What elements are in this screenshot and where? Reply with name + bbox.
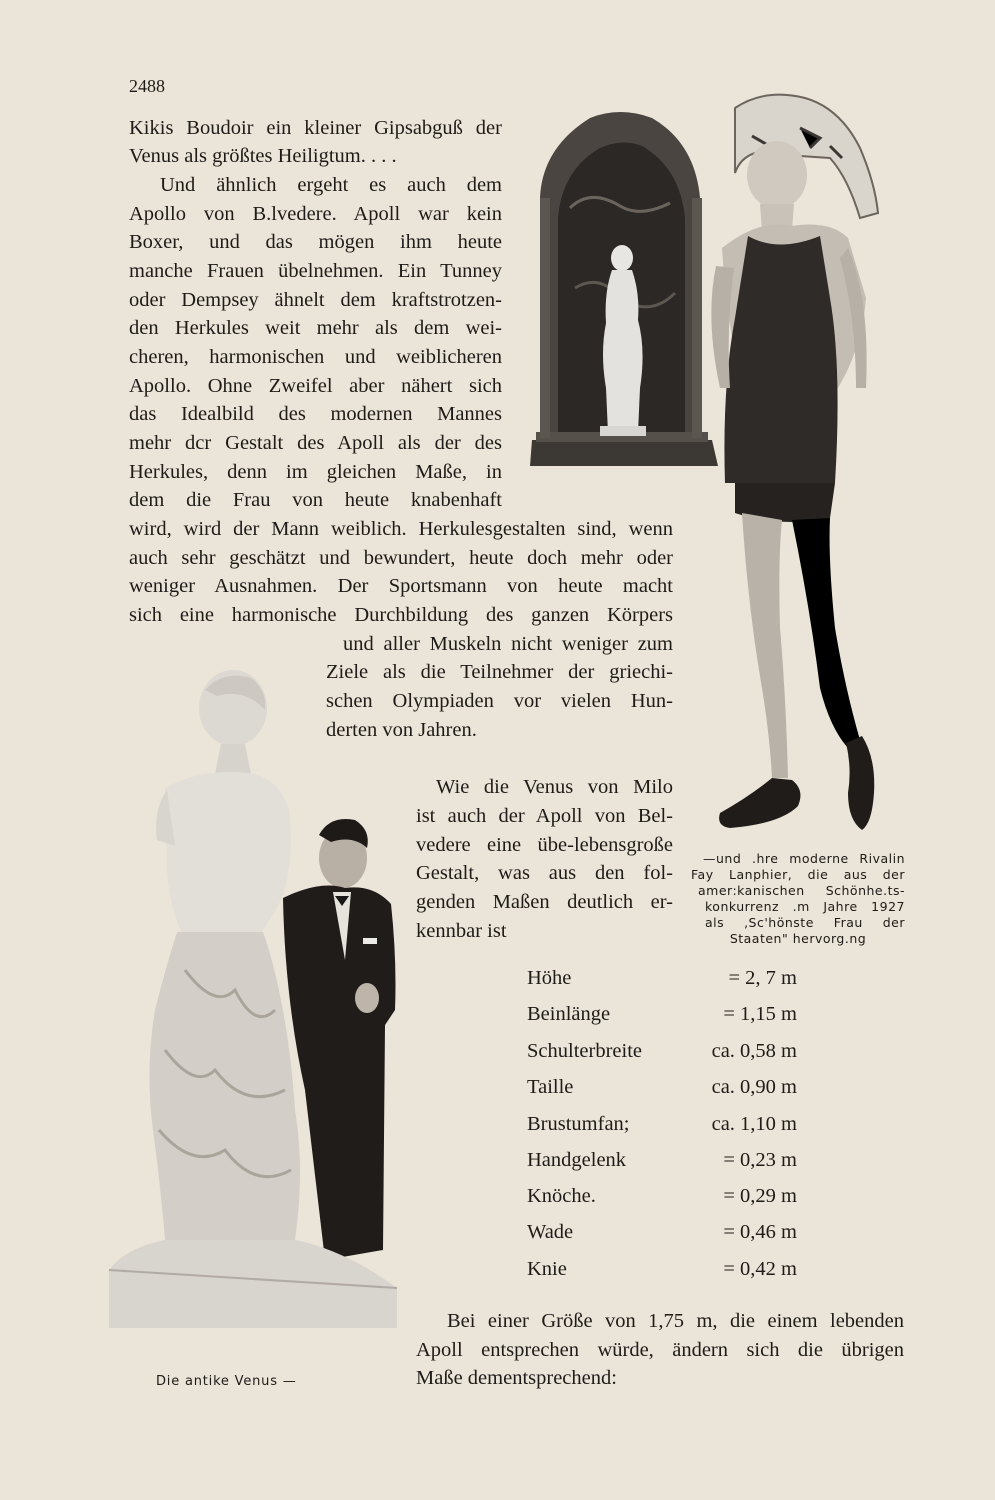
caption-line: Staaten" hervorg.ng: [729, 931, 867, 946]
measurement-value: = 0,29 m: [723, 1185, 797, 1207]
text-line: cheren, harmonischen und weiblicheren: [129, 346, 502, 368]
measurement-value: = 1,15 m: [723, 1003, 797, 1025]
text-line: ist auch der Apoll von Bel-: [416, 805, 673, 827]
text-line: Gestalt, was aus den fol-: [416, 862, 673, 884]
photo-fay-lanphier-with-venus-niche: [530, 88, 902, 840]
text-line: wird, wird der Mann weiblich. Herkulesgestalten sind, wenn: [129, 518, 673, 540]
measurement-label: Beinlänge: [527, 1003, 611, 1025]
text-line: und aller Muskeln nicht weniger zum: [343, 633, 673, 655]
measurement-row: [527, 1221, 797, 1251]
woman-figure: [711, 95, 878, 830]
caption-line: —und .hre moderne Rivalin: [703, 851, 905, 866]
caption-line: amer:kanischen Schönhe.ts-: [698, 883, 905, 898]
text-line: kennbar ist: [416, 920, 507, 942]
measurement-value: = 0,23 m: [723, 1149, 797, 1171]
measurement-value: ca. 1,10 m: [711, 1113, 797, 1135]
measurement-row: [527, 1113, 797, 1143]
measurement-label: Wade: [527, 1221, 574, 1243]
measurement-value: ca. 0,58 m: [711, 1040, 797, 1062]
text-line: weniger Ausnahmen. Der Sportsmann von heute macht: [129, 575, 673, 597]
text-line: Maße dementsprechend:: [416, 1367, 617, 1389]
caption-line: Fay Lanphier, die aus der: [691, 867, 905, 882]
man-in-tuxedo: [283, 819, 396, 1260]
text-line: Kikis Boudoir ein kleiner Gipsabguß der: [129, 117, 502, 139]
text-line: dem die Frau von heute knabenhaft: [129, 489, 502, 511]
measurement-value: = 2, 7 m: [728, 967, 797, 989]
measurement-value: ca. 0,90 m: [711, 1076, 797, 1098]
text-line: Ziele als die Teilnehmer der griechi-: [326, 661, 673, 683]
measurement-row: [527, 1258, 797, 1288]
text-line: schen Olympiaden vor vielen Hun-: [326, 690, 673, 712]
text-line: Apollo von B.lvedere. Apoll war kein: [129, 203, 502, 225]
text-line: sich eine harmonische Durchbildung des ganzen Körpers: [129, 604, 673, 626]
text-line: oder Dempsey ähnelt dem kraftstrotzen-: [129, 289, 502, 311]
text-line: Wie die Venus von Milo: [436, 776, 673, 798]
measurement-label: Taille: [527, 1076, 574, 1098]
measurement-value: = 0,46 m: [723, 1221, 797, 1243]
text-line: auch sehr geschätzt und bewundert, heute doch mehr oder: [129, 547, 673, 569]
measurement-row: [527, 1076, 797, 1106]
measurement-label: Höhe: [527, 967, 572, 989]
measurement-label: Schulterbreite: [527, 1040, 642, 1062]
text-line: Boxer, und das mögen ihm heute: [129, 231, 502, 253]
measurement-row: [527, 1185, 797, 1215]
text-line: das Idealbild des modernen Mannes: [129, 403, 502, 425]
photo-venus-de-milo-with-man: [105, 670, 405, 1330]
measurement-row: [527, 1149, 797, 1179]
text-line: den Herkules weit mehr als dem wei-: [129, 317, 502, 339]
text-line: mehr dcr Gestalt des Apoll als der des: [129, 432, 502, 454]
measurement-label: Knie: [527, 1258, 567, 1280]
measurement-value: = 0,42 m: [723, 1258, 797, 1280]
page-number: 2488: [129, 76, 165, 96]
text-line: vedere eine übe-lebensgroße: [416, 834, 673, 856]
measurement-label: Brustumfan;: [527, 1113, 630, 1135]
text-line: Und ähnlich ergeht es auch dem: [160, 174, 502, 196]
caption-line: konkurrenz .m Jahre 1927: [705, 899, 905, 914]
caption-line: als ,Sc'hönste Frau der: [705, 915, 905, 930]
measurement-label: Handgelenk: [527, 1149, 627, 1171]
measurement-row: [527, 1003, 797, 1033]
text-line: Herkules, denn im gleichen Maße, in: [129, 461, 502, 483]
measurement-row: [527, 1040, 797, 1070]
text-line: Bei einer Größe von 1,75 m, die einem lebenden: [447, 1310, 904, 1332]
measurement-row: [527, 967, 797, 997]
text-line: derten von Jahren.: [326, 719, 477, 741]
text-line: Apoll entsprechen würde, ändern sich die übrigen: [416, 1339, 904, 1361]
text-line: Apollo. Ohne Zweifel aber nähert sich: [129, 375, 502, 397]
text-line: genden Maßen deutlich er-: [416, 891, 673, 913]
text-line: Venus als größtes Heiligtum. . . .: [129, 145, 397, 167]
text-line: manche Frauen übelnehmen. Ein Tunney: [129, 260, 502, 282]
measurement-label: Knöche.: [527, 1185, 596, 1207]
caption-left: Die antike Venus —: [156, 1374, 297, 1389]
